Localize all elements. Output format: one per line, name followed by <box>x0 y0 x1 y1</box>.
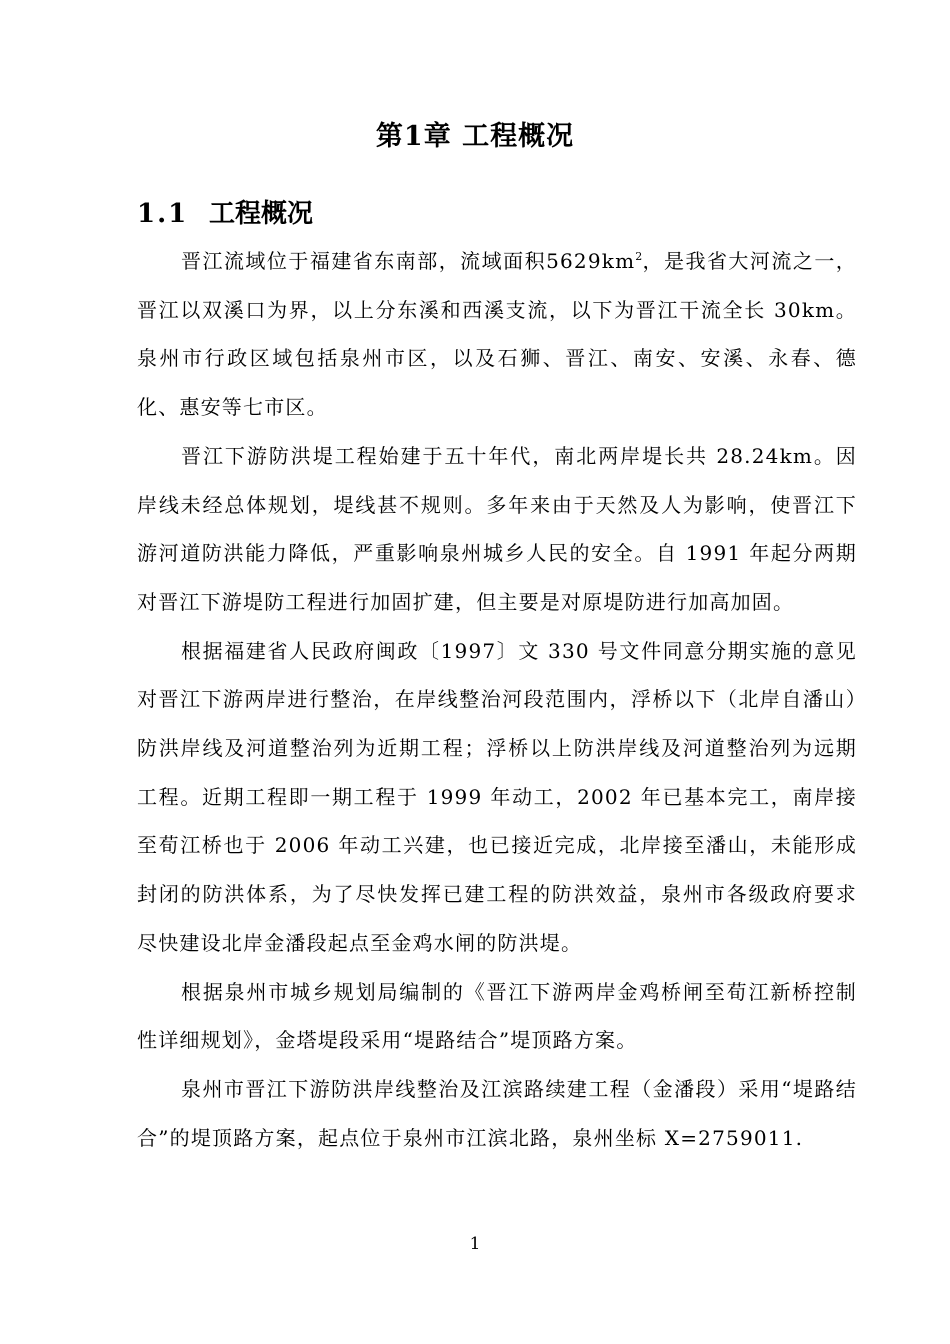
paragraph-project-scheme: 泉州市晋江下游防洪岸线整治及江滨路续建工程（金潘段）采用“堤路结合”的堤顶路方案，起点位于泉州市江滨北路，泉州坐标 X=2759011. <box>137 1076 857 1150</box>
superscript-exponent: 2 <box>635 250 643 263</box>
section-number: 1.1 <box>137 199 189 229</box>
paragraph-text: 晋江流域位于福建省东南部，流域面积5629km <box>181 249 636 273</box>
paragraph-basin-overview <box>137 237 857 432</box>
paragraph-levee-history: 晋江下游防洪堤工程始建于五十年代，南北两岸堤长共 28.24km。因岸线未经总体规划，堤线甚不规则。多年来由于天然及人为影响，使晋江下游河道防洪能力降低，严重影响泉州城乡人民的安全。自 1991 年起分两期对晋江下游堤防工程进行加固扩建，但主要是对原堤防进行加高加固。 <box>137 443 857 614</box>
paragraph-phased-plan: 根据福建省人民政府闽政〔1997〕文 330 号文件同意分期实施的意见对晋江下游两岸进行整治，在岸线整治河段范围内，浮桥以下（北岸自潘山）防洪岸线及河道整治列为近期工程；浮桥以上防洪岸线及河道整治列为远期工程。近期工程即一期工程于 1999 年动工，2002 年已基本完工，南岸接至荀江桥也于 2006 年动工兴建，也已接近完成，北岸接至潘山，未能形成封闭的防洪体系，为了尽快发挥已建工程的防洪效益，泉州市各级政府要求尽快建设北岸金潘段起点至金鸡水闸的防洪堤。 <box>137 638 857 955</box>
paragraph-detailed-planning: 根据泉州市城乡规划局编制的《晋江下游两岸金鸡桥闸至荀江新桥控制性详细规划》，金塔堤段采用“堤路结合”堤顶路方案。 <box>137 979 857 1053</box>
page-number: 1 <box>469 1234 481 1254</box>
body-text <box>137 237 857 1162</box>
chapter-title: 第1章 工程概况 <box>375 121 575 152</box>
section-title: 工程概况 <box>209 199 314 229</box>
section-heading <box>137 190 313 238</box>
paragraph-text: ，是我省大河流之一，晋江以双溪口为界，以上分东溪和西溪支流，以下为晋江干流全长 30km。泉州市行政区域包括泉州市区，以及石狮、晋江、南安、安溪、永春、德化、惠安等七市区。 <box>137 249 857 420</box>
